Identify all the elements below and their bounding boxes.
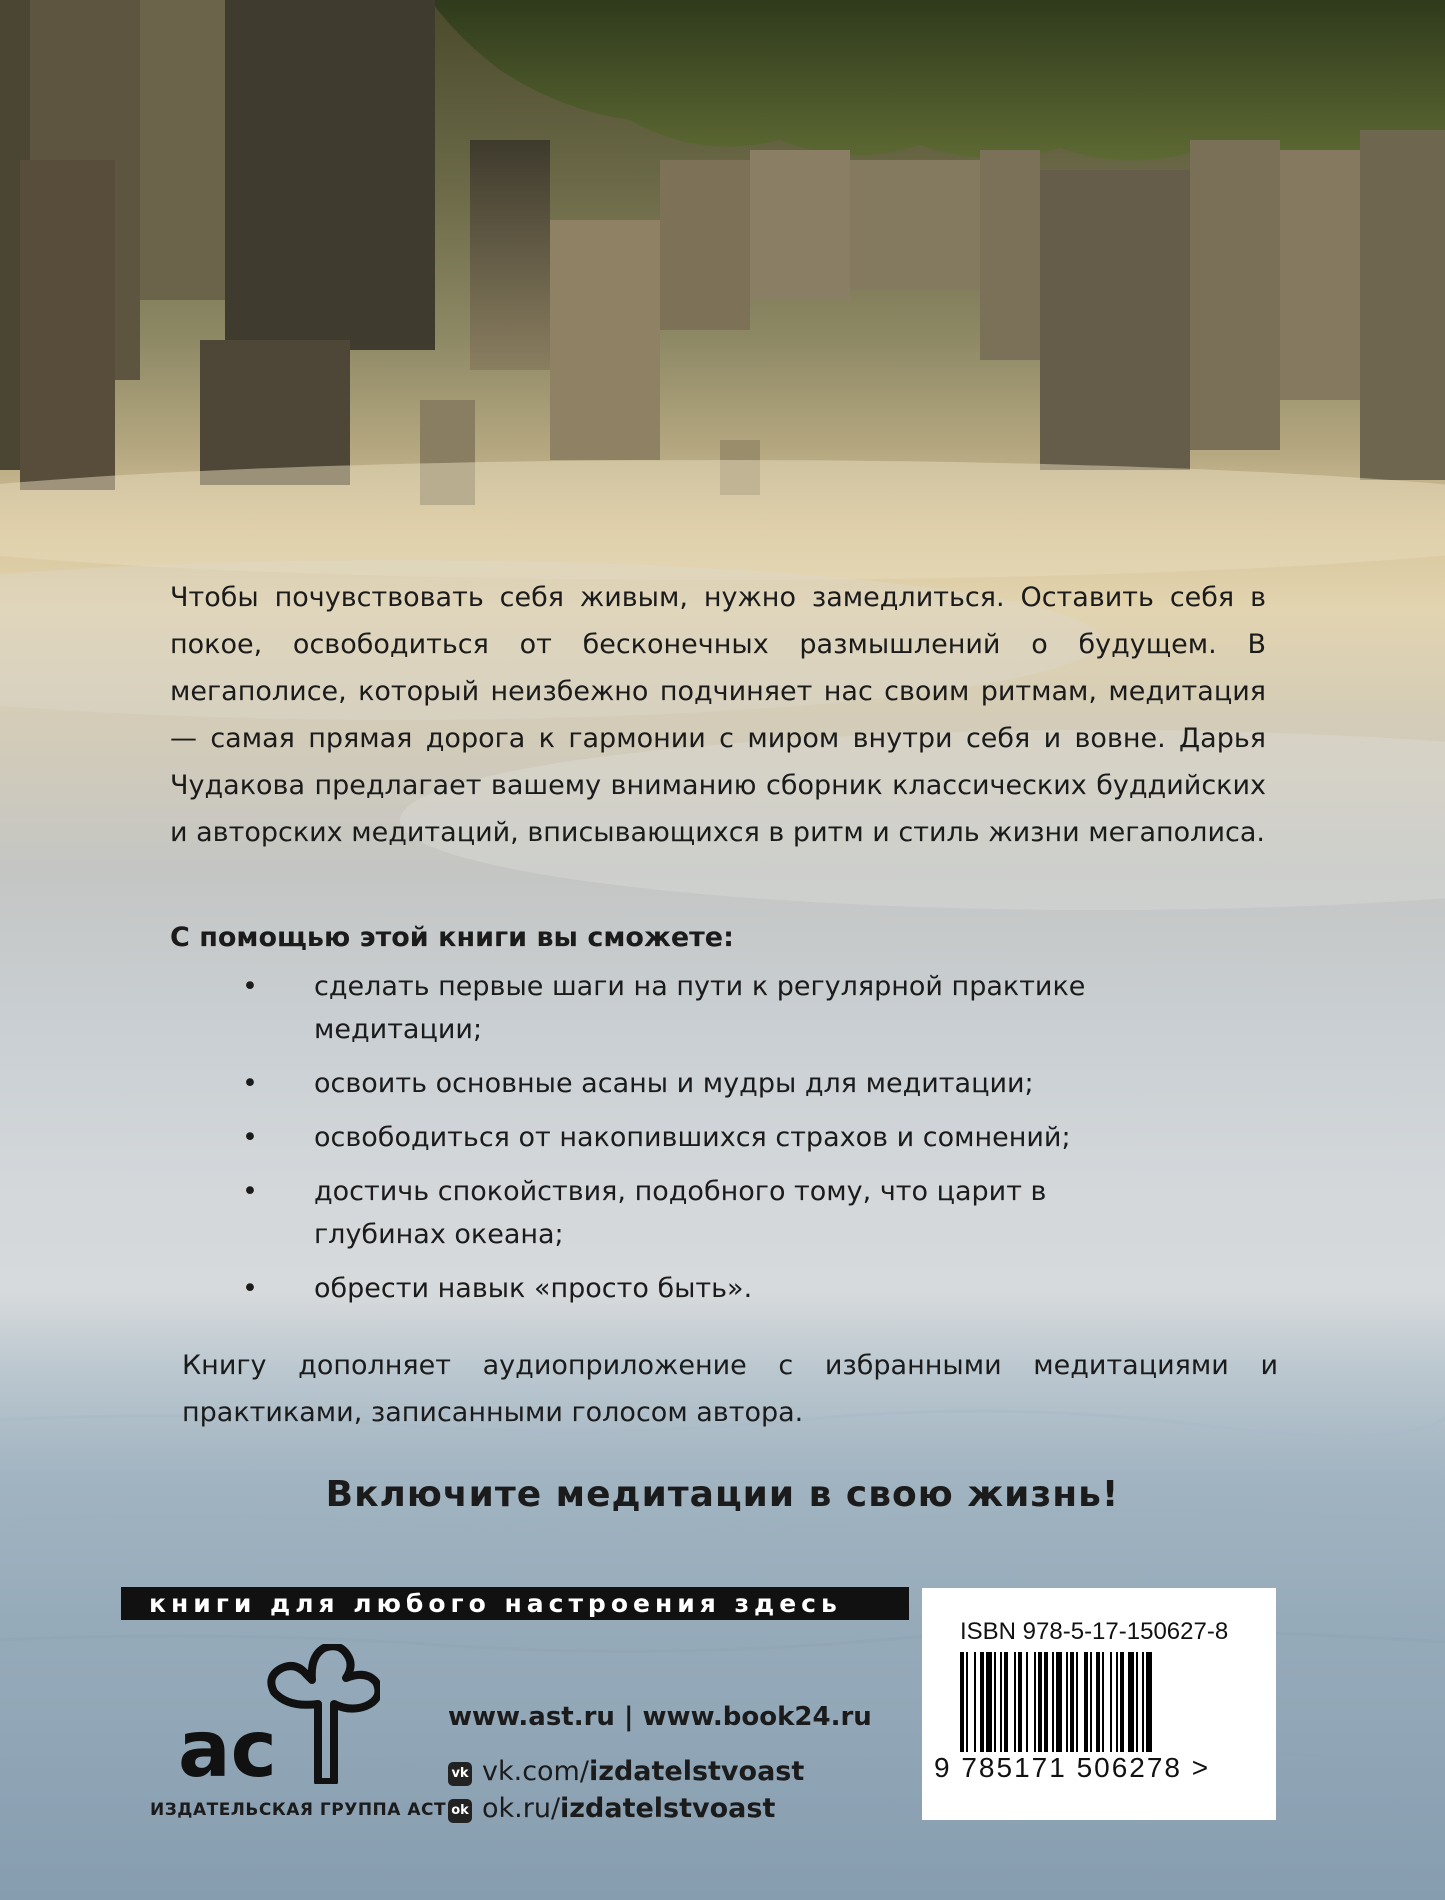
bullet-icon: • — [242, 1068, 258, 1099]
barcode-stripe — [980, 1652, 984, 1752]
barcode-stripe — [1052, 1652, 1054, 1752]
barcode-stripe — [1000, 1652, 1002, 1752]
barcode-stripe — [1110, 1652, 1112, 1752]
barcode-stripe — [1128, 1652, 1134, 1752]
barcode-stripe — [966, 1652, 968, 1752]
barcode-stripe — [1076, 1652, 1078, 1752]
vk-handle: izdatelstvoast — [588, 1756, 805, 1787]
vk-icon: vk — [448, 1762, 472, 1786]
barcode-stripe — [1004, 1652, 1008, 1752]
barcode-stripe — [1018, 1652, 1022, 1752]
list-item — [240, 1267, 1170, 1317]
list-item-text: освоить основные асаны и мудры для медитации; — [314, 1068, 1034, 1099]
barcode-stripe — [1142, 1652, 1144, 1752]
barcode-stripe — [960, 1652, 964, 1752]
ok-handle: izdatelstvoast — [560, 1793, 776, 1824]
publisher-name: ИЗДАТЕЛЬСКАЯ ГРУППА АСТ — [150, 1800, 447, 1820]
barcode-stripe — [1084, 1652, 1088, 1752]
bullet-icon: • — [242, 971, 258, 1002]
barcode-stripe — [1136, 1652, 1138, 1752]
list-item — [240, 965, 1170, 1062]
barcode-stripe — [1116, 1652, 1118, 1752]
list-item-text: достичь спокойствия, подобного тому, что царит в глубинах океана; — [314, 1176, 1047, 1250]
barcode-stripe — [1090, 1652, 1092, 1752]
ok-prefix: ok.ru/ — [482, 1793, 561, 1824]
barcode-stripe — [1102, 1652, 1104, 1752]
barcode-stripe — [1044, 1652, 1048, 1752]
ok-link[interactable] — [448, 1793, 775, 1824]
ok-icon: ok — [448, 1799, 472, 1823]
barcode-icon — [960, 1652, 1240, 1752]
isbn-barcode-box — [922, 1588, 1276, 1820]
barcode-stripe — [1038, 1652, 1042, 1752]
barcode-stripe — [1146, 1652, 1152, 1752]
barcode-stripe — [1070, 1652, 1074, 1752]
benefits-heading: С помощью этой книги вы сможете: — [170, 922, 734, 953]
tagline-text: книги для любого настроения здесь — [149, 1589, 842, 1618]
barcode-stripe — [1096, 1652, 1100, 1752]
barcode-stripe — [1026, 1652, 1028, 1752]
barcode-stripe — [994, 1652, 996, 1752]
website-links[interactable]: www.ast.ru | www.book24.ru — [448, 1702, 872, 1732]
barcode-stripe — [1034, 1652, 1036, 1752]
vk-link[interactable] — [448, 1756, 804, 1787]
call-to-action: Включите медитации в свою жизнь! — [325, 1474, 1120, 1515]
tagline-banner — [121, 1587, 909, 1620]
list-item — [240, 1116, 1170, 1170]
bullet-icon: • — [242, 1176, 258, 1207]
list-item — [240, 1062, 1170, 1116]
ast-logo — [170, 1644, 380, 1784]
logo-lettering: ac — [178, 1705, 277, 1784]
barcode-stripe — [1120, 1652, 1124, 1752]
bullet-icon: • — [242, 1122, 258, 1153]
audio-paragraph: Книгу дополняет аудиоприложение с избранными медитациями и практиками, записанными голосом автора. — [182, 1350, 1278, 1428]
isbn-label: ISBN 978-5-17-150627-8 — [960, 1618, 1229, 1645]
bullet-icon: • — [242, 1273, 258, 1304]
barcode-stripe — [1014, 1652, 1016, 1752]
list-item-text: сделать первые шаги на пути к регулярной практике медитации; — [314, 971, 1086, 1045]
barcode-digits: 9 785171 506278 > — [934, 1752, 1211, 1783]
barcode-stripe — [986, 1652, 992, 1752]
vk-prefix: vk.com/ — [482, 1756, 589, 1787]
barcode-stripe — [1056, 1652, 1062, 1752]
benefits-list — [240, 965, 1170, 1317]
intro-paragraph: Чтобы почувствовать себя живым, нужно замедлиться. Оставить себя в покое, освободиться от бесконечных размышлений о будущем. В мегаполисе, который неизбежно подчиняет нас своим ритмам, медитация — самая прямая дорога к гармонии с миром внутри себя и вовне. Дарья Чудакова предлагает вашему вниманию сборник классических буддийских и авторских медитаций, вписывающихся в ритм и стиль жизни мегаполиса. — [170, 582, 1266, 848]
barcode-stripe — [1066, 1652, 1068, 1752]
barcode-stripe — [974, 1652, 976, 1752]
list-item — [240, 1170, 1170, 1267]
list-item-text: освободиться от накопившихся страхов и сомнений; — [314, 1122, 1071, 1153]
list-item-text: обрести навык «просто быть». — [314, 1273, 753, 1304]
